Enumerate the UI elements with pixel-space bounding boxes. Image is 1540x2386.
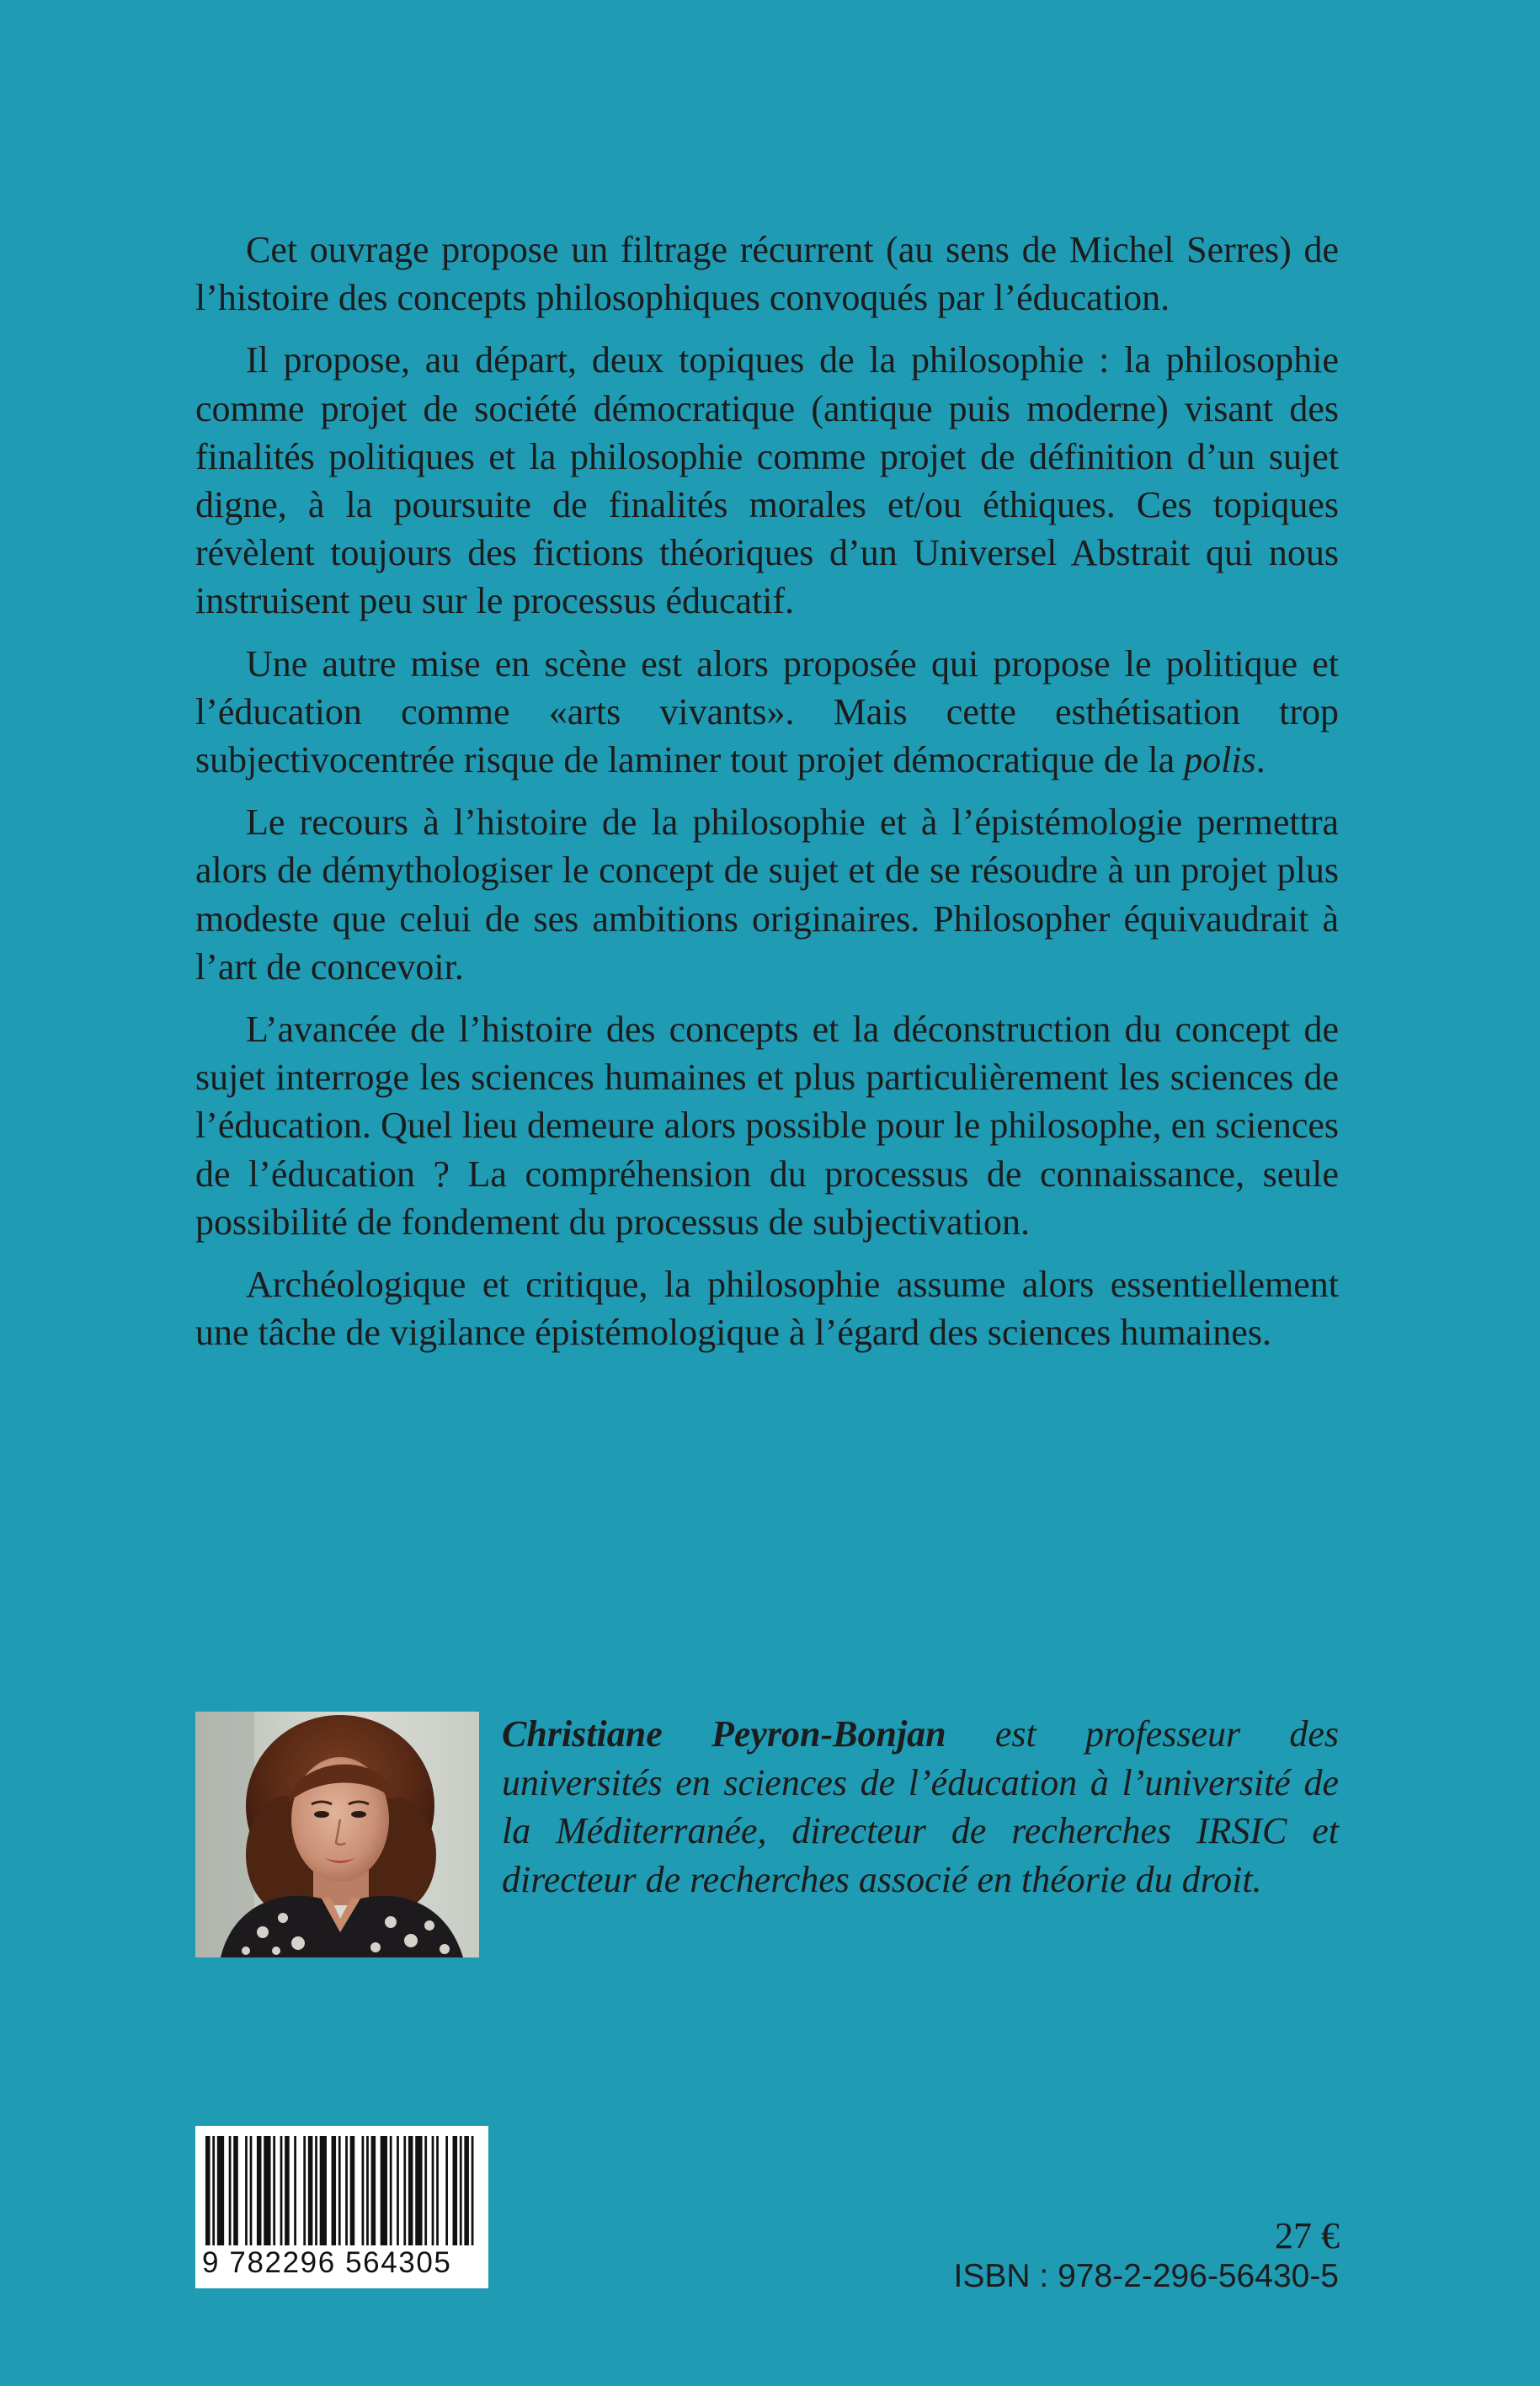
barcode-bar <box>303 2136 306 2245</box>
barcode-bar <box>320 2136 327 2245</box>
barcode-bar <box>250 2136 253 2245</box>
barcode-bar <box>285 2136 290 2245</box>
isbn-number: ISBN : 978-2-296-56430-5 <box>953 2258 1339 2294</box>
price: 27 € <box>1275 2215 1340 2256</box>
barcode-bar <box>460 2136 462 2245</box>
polis-term: polis <box>1184 739 1256 781</box>
summary-paragraph-4: Le recours à l’histoire de la philosophie et à l’épistémologie permettra alors de démythologiser le concept de sujet et de se résoudre à un projet plus modeste que celui de ses ambitions originaires. Philosopher équivaudrait à l’art de concevoir. <box>195 802 1339 988</box>
author-bio <box>502 1710 1339 1904</box>
barcode-bar <box>445 2136 448 2245</box>
barcode-bar <box>464 2136 469 2245</box>
barcode-bar <box>432 2136 434 2245</box>
barcode-bar <box>332 2136 337 2245</box>
barcode-bar <box>436 2136 439 2245</box>
barcode-bar <box>424 2136 427 2245</box>
barcode-bar <box>308 2136 313 2245</box>
barcode-bar <box>415 2136 422 2245</box>
summary-paragraph-3 <box>195 640 1339 785</box>
barcode-bar <box>217 2136 224 2245</box>
barcode-bar <box>390 2136 392 2245</box>
summary-paragraph-2: Il propose, au départ, deux topiques de la philosophie : la philosophie comme projet de société démocratique (antique puis moderne) visant des finalités politiques et la philosophie comme projet de définition d’un sujet digne, à la poursuite de finalités morales et/ou éthiques. Ces topiques révèlent toujours des fictions théoriques d’un Universel Abstrait qui nous instruisent peu sur le processus éducatif. <box>195 339 1339 622</box>
author-bio-text: est professeur des universités en sciences de l’éducation à l’université de la Méditerranée, directeur de recherches IRSIC et directeur de recherches associé en théorie du droit. <box>502 1713 1339 1900</box>
book-summary <box>195 226 1339 1356</box>
barcode-bar <box>403 2136 406 2245</box>
barcode-bar <box>371 2136 376 2245</box>
summary-paragraph-6: Archéologique et critique, la philosophie assume alors essentiellement une tâche de vigilance épistémologique à l’égard des sciences humaines. <box>195 1264 1339 1354</box>
barcode-bar <box>472 2136 474 2245</box>
barcode-bar <box>257 2136 262 2245</box>
barcode-bar <box>315 2136 317 2245</box>
summary-paragraph-5: L’avancée de l’histoire des concepts et la déconstruction du concept de sujet interroge les sciences humaines et plus particulièrement les sciences de l’éducation. Quel lieu demeure alors possible pour le philosophe, en sciences de l’éducation ? La compréhension du processus de connaissance, seule possibilité de fondement du processus de subjectivation. <box>195 1009 1339 1243</box>
barcode-bar <box>294 2136 296 2245</box>
barcode-bar <box>245 2136 248 2245</box>
barcode-bar <box>264 2136 270 2245</box>
barcode-bar <box>345 2136 348 2245</box>
barcode-bar <box>280 2136 283 2245</box>
barcode-bar <box>408 2136 413 2245</box>
barcode-bar <box>381 2136 387 2245</box>
author-name: Christiane Peyron-Bonjan <box>502 1713 946 1755</box>
barcode-bar <box>350 2136 355 2245</box>
barcode-bar <box>212 2136 215 2245</box>
summary-paragraph-3-text: Une autre mise en scène est alors proposée qui propose le politique et l’éducation comme «arts vivants». Mais cette esthétisation trop subjectivocentrée risque de laminer tout projet démocratique de la <box>195 642 1339 781</box>
barcode-bar <box>366 2136 369 2245</box>
barcode-bar <box>229 2136 232 2245</box>
barcode-bar <box>397 2136 399 2245</box>
barcode-bars <box>205 2136 478 2245</box>
barcode-bar <box>233 2136 238 2245</box>
summary-paragraph-3-end: . <box>1255 739 1266 781</box>
author-photo <box>195 1712 479 1957</box>
barcode-bar <box>273 2136 275 2245</box>
summary-paragraph-1: Cet ouvrage propose un filtrage récurrent (au sens de Michel Serres) de l’histoire des concepts philosophiques convoqués par l’éducation. <box>195 229 1339 319</box>
barcode <box>195 2126 488 2288</box>
barcode-digits: 9 782296 564305 <box>202 2246 452 2279</box>
barcode-bar <box>362 2136 365 2245</box>
barcode-bar <box>338 2136 341 2245</box>
barcode-bar <box>453 2136 458 2245</box>
barcode-bar <box>205 2136 210 2245</box>
